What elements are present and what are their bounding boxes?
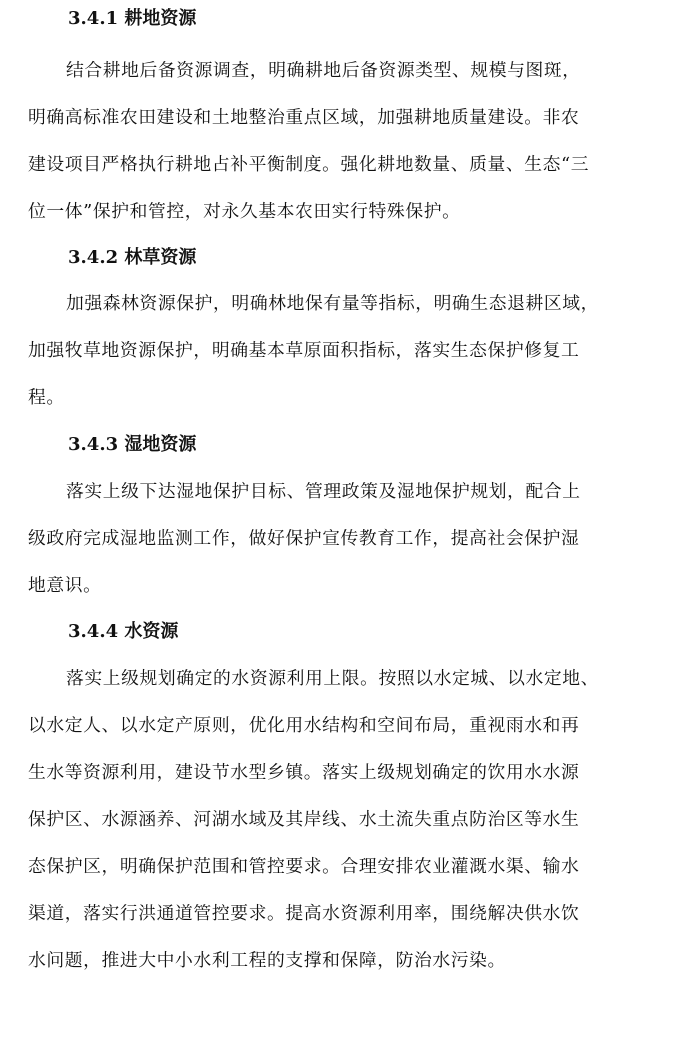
paragraph-line: 程。 <box>28 387 65 408</box>
paragraph-line: 渠道，落实行洪通道管控要求。提高水资源利用率，围绕解决供水饮 <box>28 903 580 924</box>
paragraph-line: 结合耕地后备资源调查，明确耕地后备资源类型、规模与图斑， <box>66 60 581 81</box>
paragraph-line: 建设项目严格执行耕地占补平衡制度。强化耕地数量、质量、生态“三 <box>28 154 590 175</box>
paragraph-line: 落实上级规划确定的水资源利用上限。按照以水定城、以水定地、 <box>66 668 600 689</box>
paragraph-line: 加强森林资源保护，明确林地保有量等指标，明确生态退耕区域， <box>66 293 600 314</box>
paragraph-line: 落实上级下达湿地保护目标、管理政策及湿地保护规划，配合上 <box>66 481 581 502</box>
paragraph-line: 态保护区，明确保护范围和管控要求。合理安排农业灌溉水渠、输水 <box>28 856 580 877</box>
section-heading-water: 3.4.4 水资源 <box>68 621 179 642</box>
section-heading-farmland: 3.4.1 耕地资源 <box>68 8 197 29</box>
paragraph-line: 地意识。 <box>28 575 102 596</box>
paragraph-line: 加强牧草地资源保护，明确基本草原面积指标，落实生态保护修复工 <box>28 340 580 361</box>
paragraph-line: 以水定人、以水定产原则，优化用水结构和空间布局，重视雨水和再 <box>28 715 580 736</box>
section-heading-wetland: 3.4.3 湿地资源 <box>68 434 197 455</box>
section-heading-forest-grass: 3.4.2 林草资源 <box>68 247 197 268</box>
paragraph-line: 保护区、水源涵养、河湖水域及其岸线、水土流失重点防治区等水生 <box>28 809 580 830</box>
paragraph-line: 明确高标准农田建设和土地整治重点区域，加强耕地质量建设。非农 <box>28 107 580 128</box>
paragraph-line: 水问题，推进大中小水利工程的支撑和保障，防治水污染。 <box>28 950 506 971</box>
paragraph-line: 位一体”保护和管控，对永久基本农田实行特殊保护。 <box>28 201 461 222</box>
paragraph-line: 级政府完成湿地监测工作，做好保护宣传教育工作，提高社会保护湿 <box>28 528 580 549</box>
paragraph-line: 生水等资源利用，建设节水型乡镇。落实上级规划确定的饮用水水源 <box>28 762 580 783</box>
